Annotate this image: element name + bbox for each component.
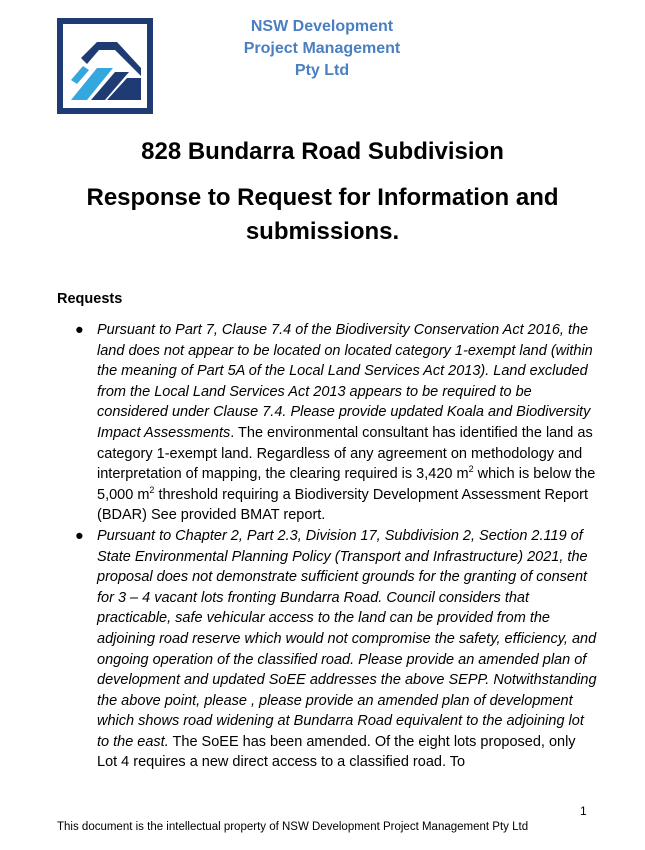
document-subtitle bbox=[0, 181, 645, 249]
document-subtitle-line1: Response to Request for Information and bbox=[86, 184, 559, 211]
response-text: which is below the 5,000 m bbox=[97, 466, 596, 503]
request-text: Pursuant to Part 7, Clause 7.4 of the Biodiversity Conservation Act 2016, the land does not appear to be located on located category 1-exempt land (within the meaning of Part 5A of the Local Land Services Act 2013). Land excluded from the Local Land Services Act 2013 appears to be required to be considered under Clause 7.4. Please provide updated Koala and Biodiversity Impact Assessments bbox=[97, 322, 593, 441]
response-text: threshold requiring a Biodiversity Development Assessment Report (BDAR) See provided BMAT report. bbox=[97, 486, 589, 524]
response-text: The SoEE has been amended. Of the eight lots proposed, only Lot 4 requires a new direct access to a classified road. To bbox=[97, 733, 576, 771]
response-text: . The environmental consultant has identified the land as category 1-exempt land. Regardless of any agreement on methodology and interpretation of mapping, the clearing required is 3,420 m bbox=[97, 424, 593, 483]
document-subtitle-line2: submissions. bbox=[245, 218, 400, 245]
list-item bbox=[57, 526, 597, 773]
bullet-icon: ● bbox=[75, 527, 84, 544]
superscript: 2 bbox=[149, 484, 155, 495]
footer-text: This document is the intellectual property of NSW Development Project Management Pty Ltd bbox=[57, 821, 529, 833]
company-logo-icon bbox=[57, 18, 153, 114]
document-title: 828 Bundarra Road Subdivision bbox=[141, 138, 504, 165]
bullet-icon: ● bbox=[75, 322, 84, 338]
superscript: 2 bbox=[468, 464, 474, 475]
company-name-line1: NSW Development bbox=[250, 18, 394, 35]
page-number: 1 bbox=[580, 804, 587, 818]
company-name-line3: Pty Ltd bbox=[294, 62, 350, 79]
company-name-line2: Project Management bbox=[243, 40, 401, 57]
list-item bbox=[57, 320, 597, 526]
section-heading: Requests bbox=[57, 291, 123, 307]
company-name bbox=[222, 16, 422, 82]
request-text: Pursuant to Chapter 2, Part 2.3, Division 17, Subdivision 2, Section 2.119 of State Environmental Planning Policy (Transport and Infrastructure) 2021, the proposal does not demonstrate sufficient grounds for the granting of consent for 3 – 4 vacant lots fronting Bundarra Road. Council considers that practicable, safe vehicular access to the land can be provided from the adjoining road reserve which would not compromise the safety, efficiency, and ongoing operation of the classified road. Please provide an amended plan of development and updated SoEE addresses the above SEPP. Notwithstanding the above point, please , please provide an amended plan of development which shows road widening at Bundarra Road equivalent to the adjoining lot to the east. bbox=[97, 527, 597, 750]
requests-list bbox=[57, 320, 597, 773]
